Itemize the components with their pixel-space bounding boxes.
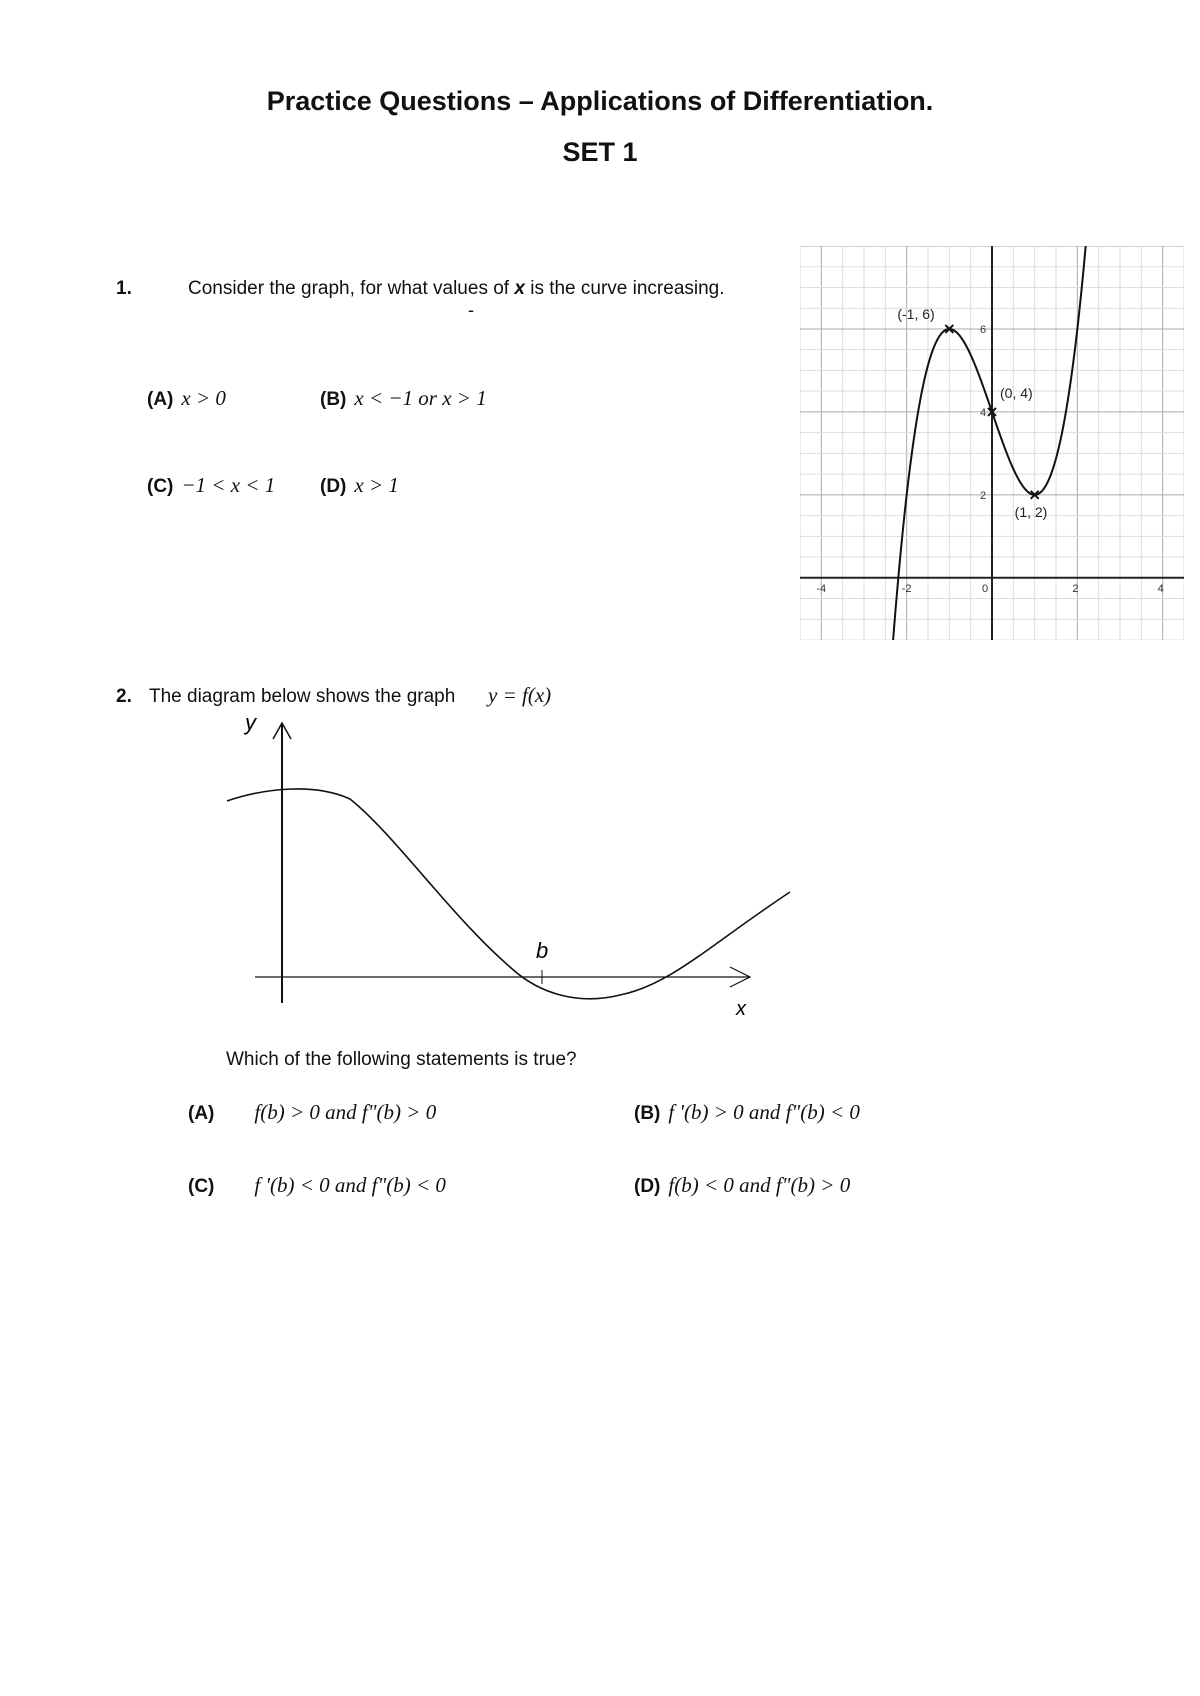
q2-b-label: b <box>536 938 549 963</box>
q1-axes <box>800 246 1184 640</box>
q1-option-b-expr: x < −1 or x > 1 <box>354 386 487 410</box>
q1-x-tick-label: -4 <box>816 582 827 595</box>
q1-number: 1. <box>116 278 132 299</box>
q2-option-c-label: (C) <box>188 1176 215 1197</box>
q2-option-a[interactable] <box>188 1100 436 1125</box>
q2-equation: y = f(x) <box>488 683 552 707</box>
q1-option-b[interactable] <box>320 386 487 411</box>
q1-x-tick-label: -2 <box>901 582 912 595</box>
q1-text-prefix: Consider the graph, for what values of <box>188 278 515 299</box>
q1-text-var: x <box>514 278 525 299</box>
q1-y-tick-label: 2 <box>980 489 987 502</box>
q2-graph <box>220 705 800 1025</box>
q1-point-label: (0, 4) <box>1000 384 1033 401</box>
q1-option-a-label: (A) <box>147 389 174 410</box>
q1-y-ticks <box>980 324 986 502</box>
q2-number: 2. <box>116 686 132 707</box>
q2-x-label: x <box>736 998 746 1020</box>
q2-question: Which of the following statements is true? <box>226 1049 577 1070</box>
q1-text-suffix: is the curve increasing. <box>524 278 725 299</box>
q2-curve <box>227 789 790 999</box>
q2-y-label: y <box>245 710 256 735</box>
q2-option-a-label: (A) <box>188 1103 215 1124</box>
q2-option-c-expr: f '(b) < 0 and f"(b) < 0 <box>254 1173 446 1197</box>
q1-point-label: (1, 2) <box>1014 503 1048 520</box>
q2-option-d[interactable] <box>634 1173 850 1198</box>
q1-x-tick-label: 2 <box>1072 582 1079 595</box>
q1-dash: - <box>468 300 474 320</box>
q2-option-b-label: (B) <box>634 1103 661 1124</box>
q1-option-c-label: (C) <box>147 476 174 497</box>
q1-point-label: (-1, 6) <box>897 305 935 322</box>
q1-option-b-label: (B) <box>320 389 347 410</box>
q1-option-d-expr: x > 1 <box>354 473 399 497</box>
q2-option-d-label: (D) <box>634 1176 661 1197</box>
q1-y-tick-label: 4 <box>980 406 987 419</box>
q1-x-ticks <box>816 583 1163 595</box>
q1-text <box>188 278 725 300</box>
q2-option-b-expr: f '(b) > 0 and f"(b) < 0 <box>668 1100 860 1124</box>
q2-option-b[interactable] <box>634 1100 860 1125</box>
q1-x-tick-label: 0 <box>982 582 989 595</box>
q1-option-a-expr: x > 0 <box>181 386 226 410</box>
q1-option-d[interactable] <box>320 473 399 498</box>
q2-text: The diagram below shows the graph <box>149 686 456 707</box>
q1-option-c[interactable] <box>147 473 275 498</box>
q1-option-c-expr: −1 < x < 1 <box>181 473 276 497</box>
q2-option-c[interactable] <box>188 1173 446 1198</box>
q1-option-a[interactable] <box>147 386 226 411</box>
q1-x-tick-label: 4 <box>1157 582 1164 595</box>
q1-graph <box>800 246 1184 640</box>
q1-option-d-label: (D) <box>320 476 347 497</box>
q2-option-d-expr: f(b) < 0 and f"(b) > 0 <box>668 1173 851 1197</box>
page-title: Practice Questions – Applications of Differentiation. <box>266 86 934 116</box>
set-label: SET 1 <box>562 137 638 167</box>
q1-y-tick-label: 6 <box>980 323 987 336</box>
q2-option-a-expr: f(b) > 0 and f"(b) > 0 <box>254 1100 437 1124</box>
